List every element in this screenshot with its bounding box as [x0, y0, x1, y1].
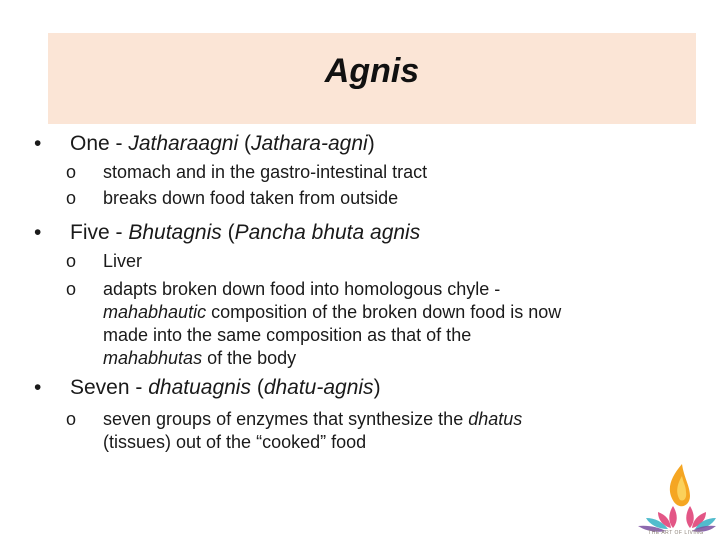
- item-suffix: ): [373, 376, 381, 399]
- sub-item-text: [103, 278, 686, 370]
- sub-item-text: Liver: [103, 251, 143, 271]
- sub-item: [66, 408, 686, 454]
- item-alt: Jathara-agni: [250, 132, 368, 155]
- sub-item-text: stomach and in the gastro-intestinal tract: [103, 162, 428, 182]
- item-mid: (: [250, 376, 264, 399]
- bullet-item-one: [34, 131, 375, 157]
- item-prefix: Five -: [70, 221, 129, 244]
- bullet-glyph: •: [34, 221, 42, 244]
- item-mid: (: [221, 221, 235, 244]
- bullet-glyph: •: [34, 132, 42, 155]
- sub-line: composition of the broken down food is now: [206, 302, 562, 322]
- bullet-item-five: [34, 220, 420, 246]
- sub-bullet-glyph: o: [66, 279, 77, 299]
- item-alt: dhatu-agnis: [263, 376, 374, 399]
- slide-title: Agnis: [324, 52, 420, 90]
- sub-line: (tissues) out of the “cooked” food: [103, 432, 367, 452]
- sub-line: seven groups of enzymes that synthesize the: [103, 409, 469, 429]
- sub-bullet-glyph: o: [66, 409, 77, 429]
- item-mid: (: [238, 132, 251, 155]
- sub-line: adapts broken down food into homologous chyle -: [103, 279, 501, 299]
- sub-bullet-glyph: o: [66, 251, 77, 271]
- sub-line: of the body: [202, 348, 297, 368]
- sub-item: [66, 250, 686, 273]
- item-term: Jatharaagni: [128, 132, 239, 155]
- sub-bullet-glyph: o: [66, 162, 77, 182]
- sub-item-text: breaks down food taken from outside: [103, 188, 399, 208]
- lotus-lamp-logo-icon: [630, 462, 716, 538]
- item-term: Bhutagnis: [128, 221, 222, 244]
- item-prefix: One -: [70, 132, 129, 155]
- sub-line: made into the same composition as that of the: [103, 325, 472, 345]
- bullet-item-seven: [34, 375, 381, 401]
- sub-bullet-glyph: o: [66, 188, 77, 208]
- bullet-glyph: •: [34, 376, 42, 399]
- item-alt: Pancha bhuta agnis: [234, 221, 421, 244]
- logo-caption: THE ART OF LIVING: [648, 530, 704, 536]
- sub-item: [66, 161, 686, 184]
- sub-item-text: [103, 408, 686, 454]
- sub-term: dhatus: [468, 409, 523, 429]
- sub-item: [66, 187, 686, 210]
- item-prefix: Seven -: [70, 376, 149, 399]
- sub-item: [66, 278, 686, 370]
- item-suffix: ): [367, 132, 375, 155]
- sub-term: mahabhutas: [103, 348, 203, 368]
- sub-term: mahabhautic: [103, 302, 207, 322]
- item-term: dhatuagnis: [148, 376, 251, 399]
